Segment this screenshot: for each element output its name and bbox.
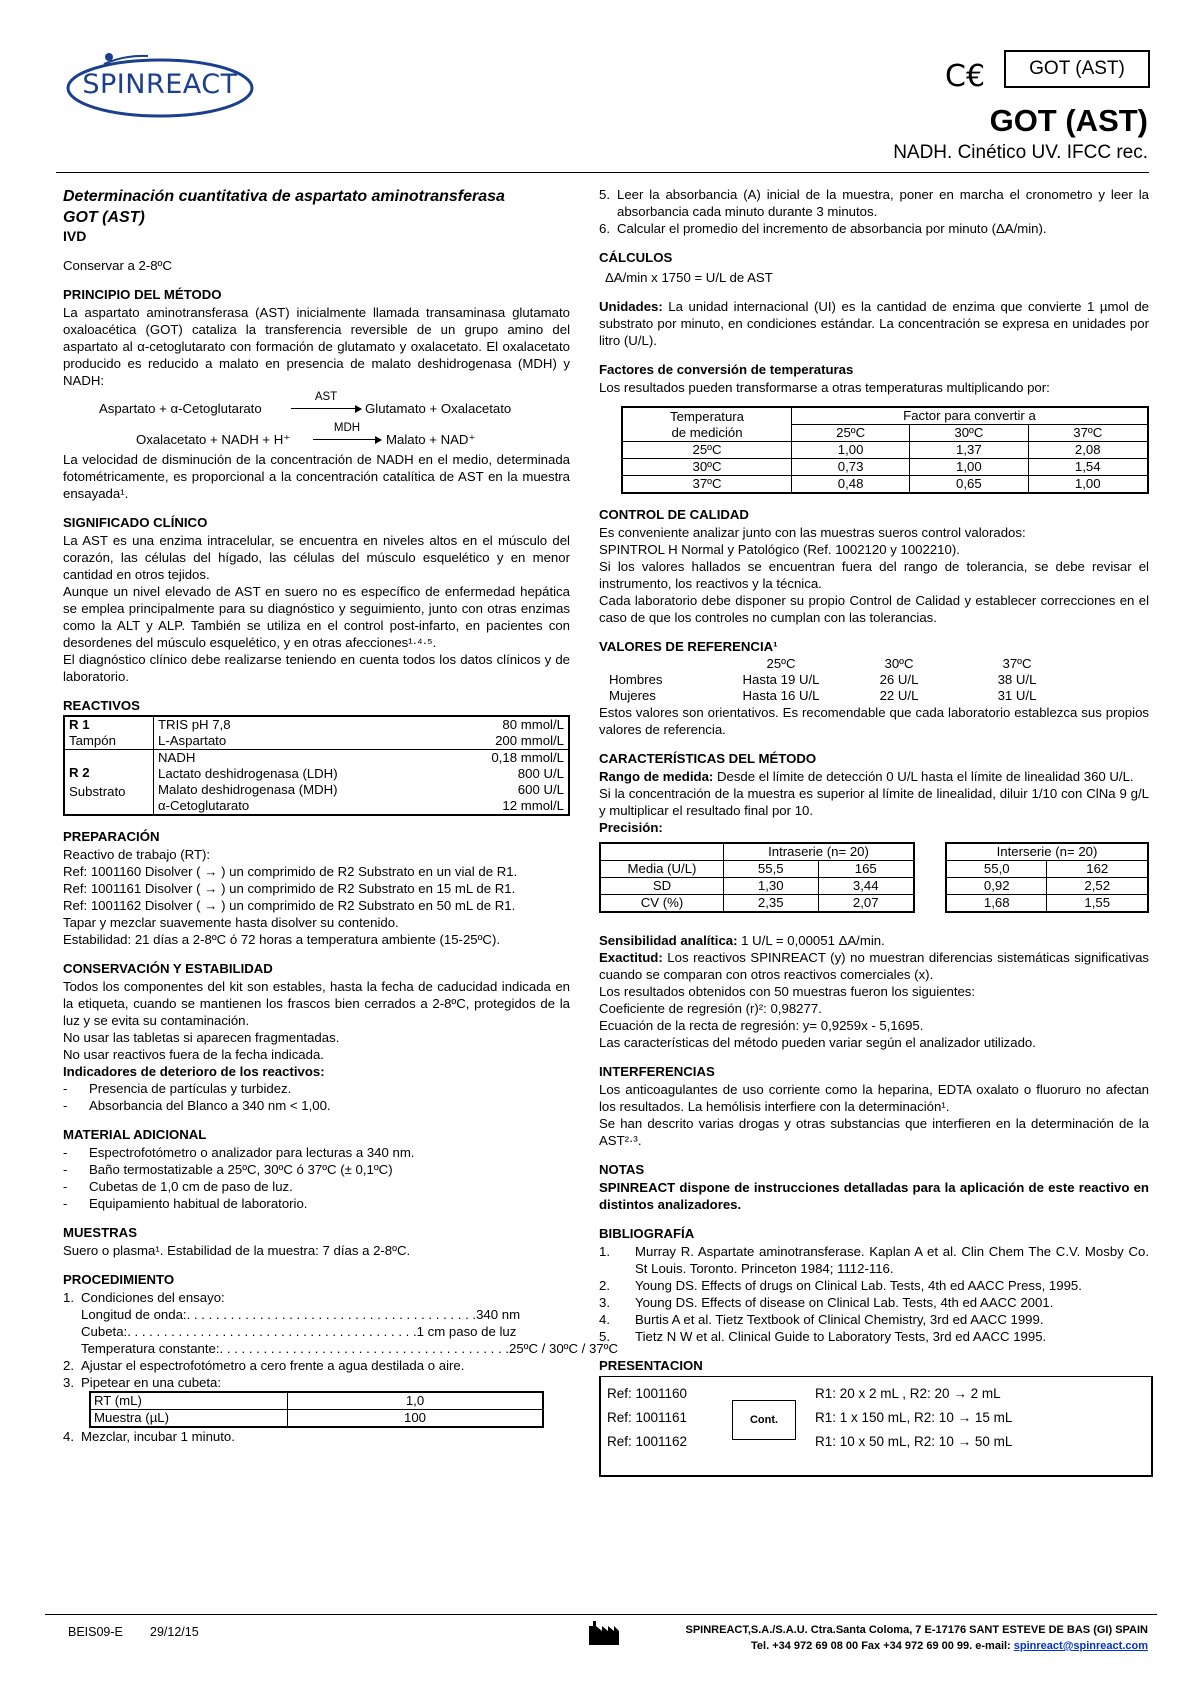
presentacion-heading: PRESENTACION [599,1358,703,1373]
list-item: 6. Calcular el promedio del incremento de absorbancia por minuto (ΔA/min). [599,221,1047,236]
list-item: - Cubetas de 1,0 cm de paso de luz. [63,1178,570,1195]
significado-text-2: Aunque un nivel elevado de AST en suero no es específico de enfermedad hepática se emplea principalmente para su diagnóstico y seguimiento, junto con otras enzimas como la ALT y ALP. También se utiliza en el control post-infarto, en pacientes con desordenes del músculo esquelético, y en otras afecciones¹·⁴·⁵. [63,584,570,650]
exactitud-text: Exactitud: Los reactivos SPINREACT (y) no muestran diferencias sistemáticas significativas cuando se comparan con otros reactivos comerciales (x). [599,950,1149,982]
factor-cell: 1,00 [792,442,910,459]
precision-cell: 55,0 [946,861,1047,878]
valores-note: Estos valores son orientativos. Es recomendable que cada laboratorio establezca sus propios valores de referencia. [599,705,1149,737]
footer-address: SPINREACT,S.A./S.A.U. Ctra.Santa Coloma, 7 E-17176 SANT ESTEVE DE BAS (GI) SPAIN Tel. +34 972 69 08 00 Fax +34 972 69 00 99. e-mail: spinreact@spinreact.com [685,1624,1148,1652]
interferencias-line: Se han descrito varias drogas y otras substancias que interfieren en la determinación de la AST²·³. [599,1116,1149,1148]
ref-cell: 38 U/L [997,672,1037,687]
footer-divider [45,1614,1157,1615]
list-item: - Presencia de partículas y turbidez. [63,1080,570,1097]
procedimiento-list-4 [599,186,1149,237]
precision-cell: 3,44 [818,878,914,895]
eq1-right: Glutamato + Oxalacetato [365,401,512,416]
principio-text-2: La velocidad de disminución de la concentración de NADH en el medio, determinada fotométricamente, es proporcional a la concentración catalítica de AST en la muestra ensayada¹. [63,452,570,501]
unidades-text: Unidades: La unidad internacional (UI) es la cantidad de enzima que convierte 1 µmol de substrato por minuto, en condiciones estándar. La concentración se expresa en unidades por litro (U/L). [599,299,1149,348]
ref-cell: Hasta 19 U/L [742,672,820,687]
interferencias-line: Los anticoagulantes de uso corriente como la heparina, EDTA oxalato o fluoruro no afectan los resultados. La hemólisis interfiere con la determinación¹. [599,1082,1149,1114]
list-item: - Absorbancia del Blanco a 340 nm < 1,00. [63,1097,570,1114]
material-heading: MATERIAL ADICIONAL [63,1127,207,1142]
caracteristicas-heading: CARACTERÍSTICAS DEL MÉTODO [599,751,817,766]
significado-text-1: La AST es una enzima intracelular, se encuentra en niveles altos en el músculo del corazón, las células del hígado, las células del músculo esquelético y en menor cantidad en otros tejidos. [63,533,570,582]
factores-heading: Factores de conversión de temperaturas [599,362,854,377]
procedimiento-list [63,1289,570,1306]
eq2-right: Malato + NAD⁺ [386,432,476,447]
ce-mark-icon: C€ [945,59,986,94]
precision-cell: 2,52 [1047,878,1148,895]
factor-cell: 1,00 [1028,476,1148,494]
pres-ref: Ref: 1001161 [607,1410,688,1425]
list-item: 5. Leer la absorbancia (A) inicial de la muestra, poner en marcha el cronometro y leer la absorbancia cada minuto durante 3 minutos. [599,187,1149,219]
pipette-name: RT (mL) [90,1392,288,1410]
manufacturer-factory-icon [588,1620,620,1646]
list-item: 4. Mezclar, incubar 1 minuto. [63,1429,235,1444]
pres-desc: R1: 10 x 50 mL, R2: 10 → 50 mL [815,1434,1013,1449]
reagent-name: L-Aspartato [158,733,227,748]
factor-cell: 0,65 [910,476,1028,494]
col-header: 30ºC [910,425,1028,442]
arrow-right-icon [313,439,381,440]
control-line: Es conveniente analizar junto con las muestras sueros control valorados: [599,525,1026,540]
conservacion-line-2: No usar las tabletas si aparecen fragmentadas. [63,1030,340,1045]
factor-cell: 0,48 [792,476,910,494]
principio-text: La aspartato aminotransferasa (AST) inicialmente llamada transaminasa glutamato oxaloacética (GOT) cataliza la transferencia reversible de un grupo amino del aspartato al α-cetoglutarato con formación de glutamato y oxalacetato. El oxalacetato producido es reducido a malato en presencia de malato deshidrogenasa (MDH) y NADH: [63,305,570,388]
spinreact-logo: SPINREACT [64,52,256,120]
pipette-table [89,1391,544,1428]
muestras-heading: MUESTRAS [63,1225,137,1240]
temperature-factor-table [621,406,1149,494]
intra-header: Intraserie (n= 20) [724,843,915,861]
significado-text-3: El diagnóstico clínico debe realizarse teniendo en cuenta todos los datos clínicos y de laboratorio. [63,652,570,684]
conservacion-line-3: No usar reactivos fuera de la fecha indicada. [63,1047,324,1062]
reagents-table [63,715,570,816]
precision-cell: 165 [818,861,914,878]
list-item: 1. Condiciones del ensayo: [63,1290,225,1305]
ref-cell: 22 U/L [879,688,919,703]
prep-line: Estabilidad: 21 días a 2-8ºC ó 72 horas a temperatura ambiente (15-25ºC). [63,932,501,947]
factor-cell: 2,08 [1028,442,1148,459]
calculos-formula: ΔA/min x 1750 = U/L de AST [605,270,773,285]
eq2-enzyme: MDH [333,422,361,434]
email-link[interactable]: spinreact@spinreact.com [1013,1640,1148,1652]
precision-cell: 0,92 [946,878,1047,895]
doc-title-line-1: Determinación cuantitativa de aspartato aminotransferasa [63,188,505,205]
row-header: CV (%) [600,895,724,913]
indicadores-list [63,1080,570,1114]
bibliography-list [599,1243,1149,1345]
notas-heading: NOTAS [599,1162,645,1177]
reagent-value: 80 mmol/L [502,717,564,732]
pipette-name: Muestra (µL) [90,1410,288,1428]
reagent-name: TRIS pH 7,8 [158,717,231,732]
control-heading: CONTROL DE CALIDAD [599,507,749,522]
indicadores-heading: Indicadores de deterioro de los reactivos: [63,1064,325,1079]
rango-text-2: Si la concentración de la muestra es superior al límite de linealidad, diluir 1/10 con ClNa 9 g/L y multiplicar el resultado final por 10. [599,786,1149,818]
list-item: 3. Pipetear en una cubeta: [63,1375,222,1390]
pipette-value: 100 [288,1410,544,1428]
storage-text: Conservar a 2-8ºC [63,258,172,273]
reagent-value: 600 U/L [517,782,564,797]
bibliografia-heading: BIBLIOGRAFÍA [599,1226,695,1241]
col-header: 25ºC [792,425,910,442]
prep-line: Tapar y mezclar suavemente hasta disolver su contenido. [63,915,399,930]
conservacion-heading: CONSERVACIÓN Y ESTABILIDAD [63,961,273,976]
rango-text: Rango de medida: Desde el límite de detección 0 U/L hasta el límite de linealidad 360 U/L. [599,769,1134,784]
col-header: 25ºC [766,656,796,671]
temp-header: Temperatura de medición [622,407,792,442]
precision-cell: 1,55 [1047,895,1148,913]
pres-ref: Ref: 1001162 [607,1434,688,1449]
prep-line: Ref: 1001162 Disolver ( → ) un comprimido de R2 Substrato en 50 mL de R1. [63,898,516,913]
sensibilidad-text: Sensibilidad analítica: 1 U/L = 0,00051 ΔA/min. [599,933,885,948]
row-header: 25ºC [622,442,792,459]
interferencias-heading: INTERFERENCIAS [599,1064,715,1079]
pres-ref: Ref: 1001160 [607,1386,688,1401]
procedimiento-list-2 [63,1357,570,1391]
row-header: SD [600,878,724,895]
list-item: - Espectrofotómetro o analizador para lecturas a 340 nm. [63,1144,570,1161]
footer-date: 29/12/15 [150,1625,199,1639]
reagent-value: 200 mmol/L [495,733,564,748]
exactitud-line: Coeficiente de regresión (r)²: 0,98277. [599,1001,822,1016]
pipette-value: 1,0 [288,1392,544,1410]
reagent-name: Lactato deshidrogenasa (LDH) [158,766,338,781]
condition-row: Temperatura constante: . . . . . . . . . . . . . . . . . . . . . . . . . . . . . . . . . . . . . . . . 25ºC / 30ºC / 37ºC [81,1341,619,1356]
factores-text: Los resultados pueden transformarse a otras temperaturas multiplicando por: [599,380,1050,395]
row-header: Hombres [609,672,663,687]
pres-desc: R1: 20 x 2 mL , R2: 20 → 2 mL [815,1386,1001,1401]
precision-label: Precisión: [599,820,663,835]
factor-cell: 1,37 [910,442,1028,459]
prep-line: Ref: 1001160 Disolver ( → ) un comprimido de R2 Substrato en un vial de R1. [63,864,518,879]
list-item: 2. Ajustar el espectrofotómetro a cero frente a agua destilada o aire. [63,1358,465,1373]
calculos-heading: CÁLCULOS [599,250,673,265]
ref-cell: Hasta 16 U/L [742,688,820,703]
exactitud-line: Los resultados obtenidos con 50 muestras fueron los siguientes: [599,984,976,999]
reagent-name: NADH [154,750,444,767]
col-header: 30ºC [884,656,914,671]
assay-conditions [63,1306,619,1357]
material-list [63,1144,570,1212]
col-header: 37ºC [1002,656,1032,671]
r1-name: Tampón [64,733,154,750]
control-line: SPINTROL H Normal y Patológico (Ref. 1002120 y 1002210). [599,542,960,557]
list-item: 5. Tietz N W et al. Clinical Guide to Laboratory Tests, 3rd ed AACC 1995. [599,1329,1047,1344]
list-item: 3. Young DS. Effects of disease on Clinical Lab. Tests, 4th ed AACC 2001. [599,1295,1054,1310]
eq1-left: Aspartato + α-Cetoglutarato [99,401,262,416]
arrow-right-icon [291,408,361,409]
reagent-value: 800 U/L [517,766,564,781]
col-header: 37ºC [1028,425,1148,442]
factor-cell: 1,00 [910,459,1028,476]
procedimiento-heading: PROCEDIMIENTO [63,1272,175,1287]
eq1-enzyme: AST [314,391,338,403]
cont-box: Cont. [732,1400,796,1440]
ref-cell: 26 U/L [879,672,919,687]
notas-text: SPINREACT dispone de instrucciones detalladas para la aplicación de este reactivo en distintos analizadores. [599,1180,1149,1212]
page-title: GOT (AST) [989,103,1148,138]
prep-line: Ref: 1001161 Disolver ( → ) un comprimido de R2 Substrato en 15 mL de R1. [63,881,516,896]
r2-name: Substrato [69,784,126,799]
control-line: Si los valores hallados se encuentran fuera del rango de tolerancia, se debe revisar el instrumento, los reactivos y la técnica. [599,559,1149,591]
precision-cell: 2,07 [818,895,914,913]
footer-doc-code: BEIS09-E [68,1625,123,1639]
reagent-name: Malato deshidrogenasa (MDH) [158,782,338,797]
left-column [63,186,619,1445]
product-code-box: GOT (AST) [1004,50,1150,88]
significado-heading: SIGNIFICADO CLÍNICO [63,515,208,530]
pres-desc: R1: 1 x 150 mL, R2: 10 → 15 mL [815,1410,1013,1425]
principio-heading: PRINCIPIO DEL MÉTODO [63,287,222,302]
precision-cell: 2,35 [724,895,819,913]
row-header: Mujeres [609,688,656,703]
r2-code: R 2 [69,765,90,780]
list-item: 2. Young DS. Effects of drugs on Clinical Lab. Tests, 4th ed AACC Press, 1995. [599,1278,1082,1293]
list-item: - Equipamiento habitual de laboratorio. [63,1195,570,1212]
reagent-value: 0,18 mmol/L [443,750,569,767]
equation-1 [63,389,570,420]
control-line: Cada laboratorio debe disponer su propio Control de Calidad y establecer correcciones en el caso de que los controles no cumplan con las tolerancias. [599,593,1149,625]
reagent-name: α-Cetoglutarato [158,798,250,813]
reagent-value: 12 mmol/L [502,798,564,813]
condition-row: Cubeta: . . . . . . . . . . . . . . . . . . . . . . . . . . . . . . . . . . . . . . . . 1 cm paso de luz [81,1324,517,1339]
r1-code: R 1 [64,716,154,733]
ref-cell: 31 U/L [997,688,1037,703]
row-header: Media (U/L) [600,861,724,878]
valores-heading: VALORES DE REFERENCIA¹ [599,639,778,654]
precision-cell: 162 [1047,861,1148,878]
precision-tables [599,842,1149,926]
procedimiento-list-3 [63,1428,570,1445]
reference-values-table [609,656,1079,704]
exactitud-line: Las características del método pueden variar según el analizador utilizado. [599,1035,1036,1050]
right-column [599,186,1149,1477]
factor-header: Factor para convertir a [792,407,1149,425]
presentation-box [599,1376,1153,1477]
list-item: 1. Murray R. Aspartate aminotransferase. Kaplan A et al. Clin Chem The C.V. Mosby Co. St Louis. Toronto. Princeton 1984; 1112-116. [599,1244,1149,1276]
header-divider [56,172,1149,173]
precision-cell: 55,5 [724,861,819,878]
doc-title-line-2: GOT (AST) [63,209,145,226]
factor-cell: 0,73 [792,459,910,476]
row-header: 30ºC [622,459,792,476]
preparacion-heading: PREPARACIÓN [63,829,160,844]
precision-cell: 1,30 [724,878,819,895]
factor-cell: 1,54 [1028,459,1148,476]
equation-2 [63,420,570,451]
prep-line: Reactivo de trabajo (RT): [63,847,211,862]
inter-header: Interserie (n= 20) [946,843,1148,861]
exactitud-line: Ecuación de la recta de regresión: y= 0,9259x - 5,1695. [599,1018,924,1033]
ivd-label: IVD [63,228,87,244]
list-item: 4. Burtis A et al. Tietz Textbook of Clinical Chemistry, 3rd ed AACC 1999. [599,1312,1044,1327]
list-item: - Baño termostatizable a 25ºC, 30ºC ó 37ºC (± 0,1ºC) [63,1161,570,1178]
eq2-left: Oxalacetato + NADH + H⁺ [136,432,291,447]
intraserie-table [599,842,915,913]
interserie-table [945,842,1149,913]
precision-cell: 1,68 [946,895,1047,913]
muestras-text: Suero o plasma¹. Estabilidad de la muestra: 7 días a 2-8ºC. [63,1243,411,1258]
page-subtitle: NADH. Cinético UV. IFCC rec. [893,142,1148,163]
conservacion-text: Todos los componentes del kit son estables, hasta la fecha de caducidad indicada en la etiqueta, cuando se mantienen los frascos bien cerrados a 2-8ºC, protegidos de la luz y se evita su contaminación. [63,979,570,1028]
reactivos-heading: REACTIVOS [63,698,140,713]
row-header: 37ºC [622,476,792,494]
condition-row: Longitud de onda: . . . . . . . . . . . . . . . . . . . . . . . . . . . . . . . . . . . . . . . . 340 nm [81,1307,521,1322]
